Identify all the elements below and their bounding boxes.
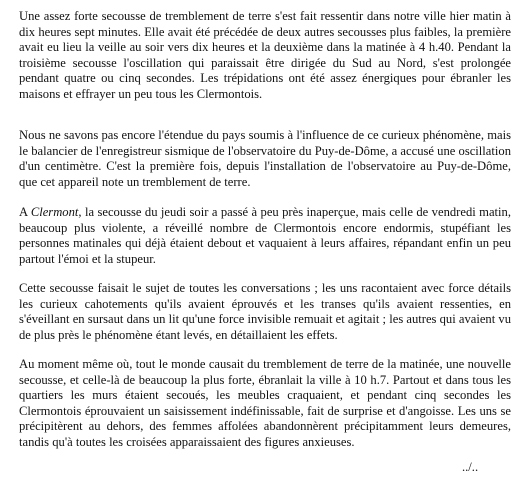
paragraph-4: Cette secousse faisait le sujet de toutes les conversations ; les uns racontaient avec force détails les curieux cahotements qu'ils avaient éprouvés et les transes qu'ils avaient ressenties, en s'éveillant en sursaut dans un lit qu'une force invisible remuait et agitait ; les autres qui avaient vu de plus près le phénomène étant levés, en détaillaient les effets. — [19, 281, 511, 342]
continuation-mark: ../.. — [462, 460, 479, 474]
paragraph-1: Une assez forte secousse de tremblement de terre s'est fait ressentir dans notre ville hier matin à dix heures sept minutes. Elle avait été précédée de deux autres secousses plus faibles, la première avait eu lieu la veille au soir vers dix heures et la deuxième dans la matinée à 4 h.40. Pendant la troisième secousse l'oscillation qui paraissait être dirigée du Sud au Nord, s'est prolongée pendant quatre ou cinq secondes. Les trépidations ont été assez énergiques pour ébranler les maisons et effrayer un peu tous les Clermontois. — [19, 9, 511, 101]
paragraph-2: Nous ne savons pas encore l'étendue du pays soumis à l'influence de ce curieux phénomène, mais le balancier de l'enregistreur sismique de l'observatoire du Puy-de-Dôme, a accusé une oscillation d'un centimètre. C'est la première fois, depuis l'installation de l'observatoire au Puy-de-Dôme, que cet appareil note un tremblement de terre. — [19, 128, 511, 189]
paragraph-3 — [19, 205, 511, 267]
paragraph-3-lead: A — [19, 205, 31, 219]
paragraph-3-text: , la secousse du jeudi soir a passé à peu près inaperçue, mais celle de vendredi matin, beaucoup plus violente, a réveillé nombre de Clermontois encore endormis, stupéfiant les personnes matinales qui déjà étaient debout et vaquaient à leurs affaires, répandant enfin un peu partout l'émoi et la stupeur. — [19, 205, 511, 266]
paragraph-5: Au moment même où, tout le monde causait du tremblement de terre de la matinée, une nouvelle secousse, et celle-là de beaucoup la plus forte, ébranlait la ville à 10 h.7. Partout et dans tous les quartiers les murs étaient secoués, les meubles craquaient, et pendant cinq secondes les Clermontois éprouvaient un saisissement indéfinissable, fait de surprise et d'angoisse. Les uns se précipitèrent au dehors, des femmes affolées abandonnèrent précipitamment leurs demeures, tandis qu'à toutes les croisées apparaissaient des figures anxieuses. — [19, 357, 511, 449]
place-name-clermont: Clermont — [30, 205, 79, 219]
